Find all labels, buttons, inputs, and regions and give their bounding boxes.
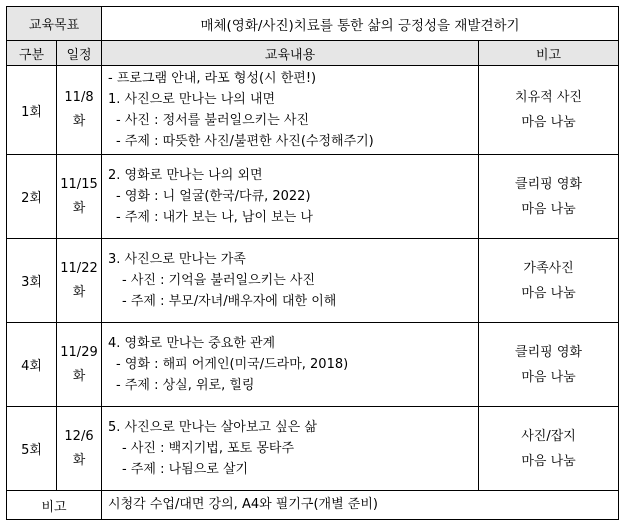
session-note <box>479 66 619 155</box>
note-line: 마음 나눔 <box>521 115 576 130</box>
content-line: - 주제 : 따뜻한 사진/불편한 사진(수정해주기) <box>116 134 374 149</box>
session-date-day: 12/6 <box>64 428 94 444</box>
session-number: 4회 <box>7 323 57 407</box>
content-line: - 주제 : 부모/자녀/배우자에 대한 이해 <box>122 294 337 309</box>
session-row <box>7 323 619 407</box>
session-row <box>7 239 619 323</box>
content-line: - 주제 : 나됨으로 살기 <box>122 462 249 477</box>
session-date-weekday: 화 <box>72 452 86 468</box>
session-number: 2회 <box>7 155 57 239</box>
session-date-day: 11/29 <box>60 344 98 360</box>
content-line: - 사진 : 백지기법, 포토 몽타주 <box>122 441 295 456</box>
session-row <box>7 155 619 239</box>
session-date-weekday: 화 <box>72 200 86 216</box>
session-date-weekday: 화 <box>72 284 86 300</box>
session-number: 1회 <box>7 66 57 155</box>
footer-row <box>7 491 619 520</box>
header-division: 구분 <box>7 41 57 66</box>
content-line: 5. 사진으로 만나는 살아보고 싶은 삶 <box>108 420 317 435</box>
session-content <box>102 323 479 407</box>
content-line: - 프로그램 안내, 라포 형성(시 한편!) <box>108 71 317 86</box>
session-row <box>7 407 619 491</box>
session-date-day: 11/8 <box>64 90 94 105</box>
content-line: - 사진 : 정서를 불러일으키는 사진 <box>116 113 310 128</box>
content-line: - 영화 : 니 얼굴(한국/다큐, 2022) <box>116 189 311 204</box>
note-line: 마음 나눔 <box>521 369 576 385</box>
session-number: 3회 <box>7 239 57 323</box>
column-header-row <box>7 41 619 66</box>
goal-row <box>7 7 619 41</box>
session-note <box>479 323 619 407</box>
note-line: 마음 나눔 <box>521 285 576 301</box>
session-date-day: 11/22 <box>60 260 98 276</box>
header-schedule: 일정 <box>57 41 102 66</box>
content-line: 4. 영화로 만나는 중요한 관계 <box>108 336 276 351</box>
session-date <box>57 407 102 491</box>
session-content <box>102 239 479 323</box>
goal-label: 교육목표 <box>7 7 102 41</box>
session-note <box>479 239 619 323</box>
content-line: - 사진 : 기억을 불러일으키는 사진 <box>122 273 316 288</box>
content-line: 1. 사진으로 만나는 나의 내면 <box>108 92 276 107</box>
session-content <box>102 66 479 155</box>
session-note <box>479 407 619 491</box>
footer-label: 비고 <box>7 491 102 520</box>
note-line: 가족사진 <box>523 260 574 276</box>
session-content <box>102 407 479 491</box>
note-line: 마음 나눔 <box>521 201 576 217</box>
curriculum-table <box>6 6 619 520</box>
content-line: - 주제 : 내가 보는 나, 남이 보는 나 <box>116 210 313 225</box>
session-date-weekday: 화 <box>72 114 86 129</box>
note-line: 치유적 사진 <box>515 90 582 105</box>
header-note: 비고 <box>479 41 619 66</box>
content-line: 2. 영화로 만나는 나의 외면 <box>108 168 263 183</box>
note-line: 클리핑 영화 <box>515 176 582 192</box>
note-line: 사진/잡지 <box>521 428 576 444</box>
session-row <box>7 66 619 155</box>
session-date-day: 11/15 <box>60 176 98 192</box>
content-line: - 주제 : 상실, 위로, 힐링 <box>116 378 255 393</box>
header-content: 교육내용 <box>102 41 479 66</box>
content-line: 3. 사진으로 만나는 가족 <box>108 252 246 267</box>
session-date <box>57 323 102 407</box>
session-content <box>102 155 479 239</box>
footer-text: 시청각 수업/대면 강의, A4와 필기구(개별 준비) <box>102 491 619 520</box>
note-line: 마음 나눔 <box>521 453 576 469</box>
session-date <box>57 66 102 155</box>
goal-title: 매체(영화/사진)치료를 통한 삶의 긍정성을 재발견하기 <box>102 7 619 41</box>
session-note <box>479 155 619 239</box>
session-number: 5회 <box>7 407 57 491</box>
session-date <box>57 155 102 239</box>
session-date-weekday: 화 <box>72 368 86 384</box>
session-date <box>57 239 102 323</box>
content-line: - 영화 : 해피 어게인(미국/드라마, 2018) <box>116 357 349 372</box>
note-line: 클리핑 영화 <box>515 344 582 360</box>
